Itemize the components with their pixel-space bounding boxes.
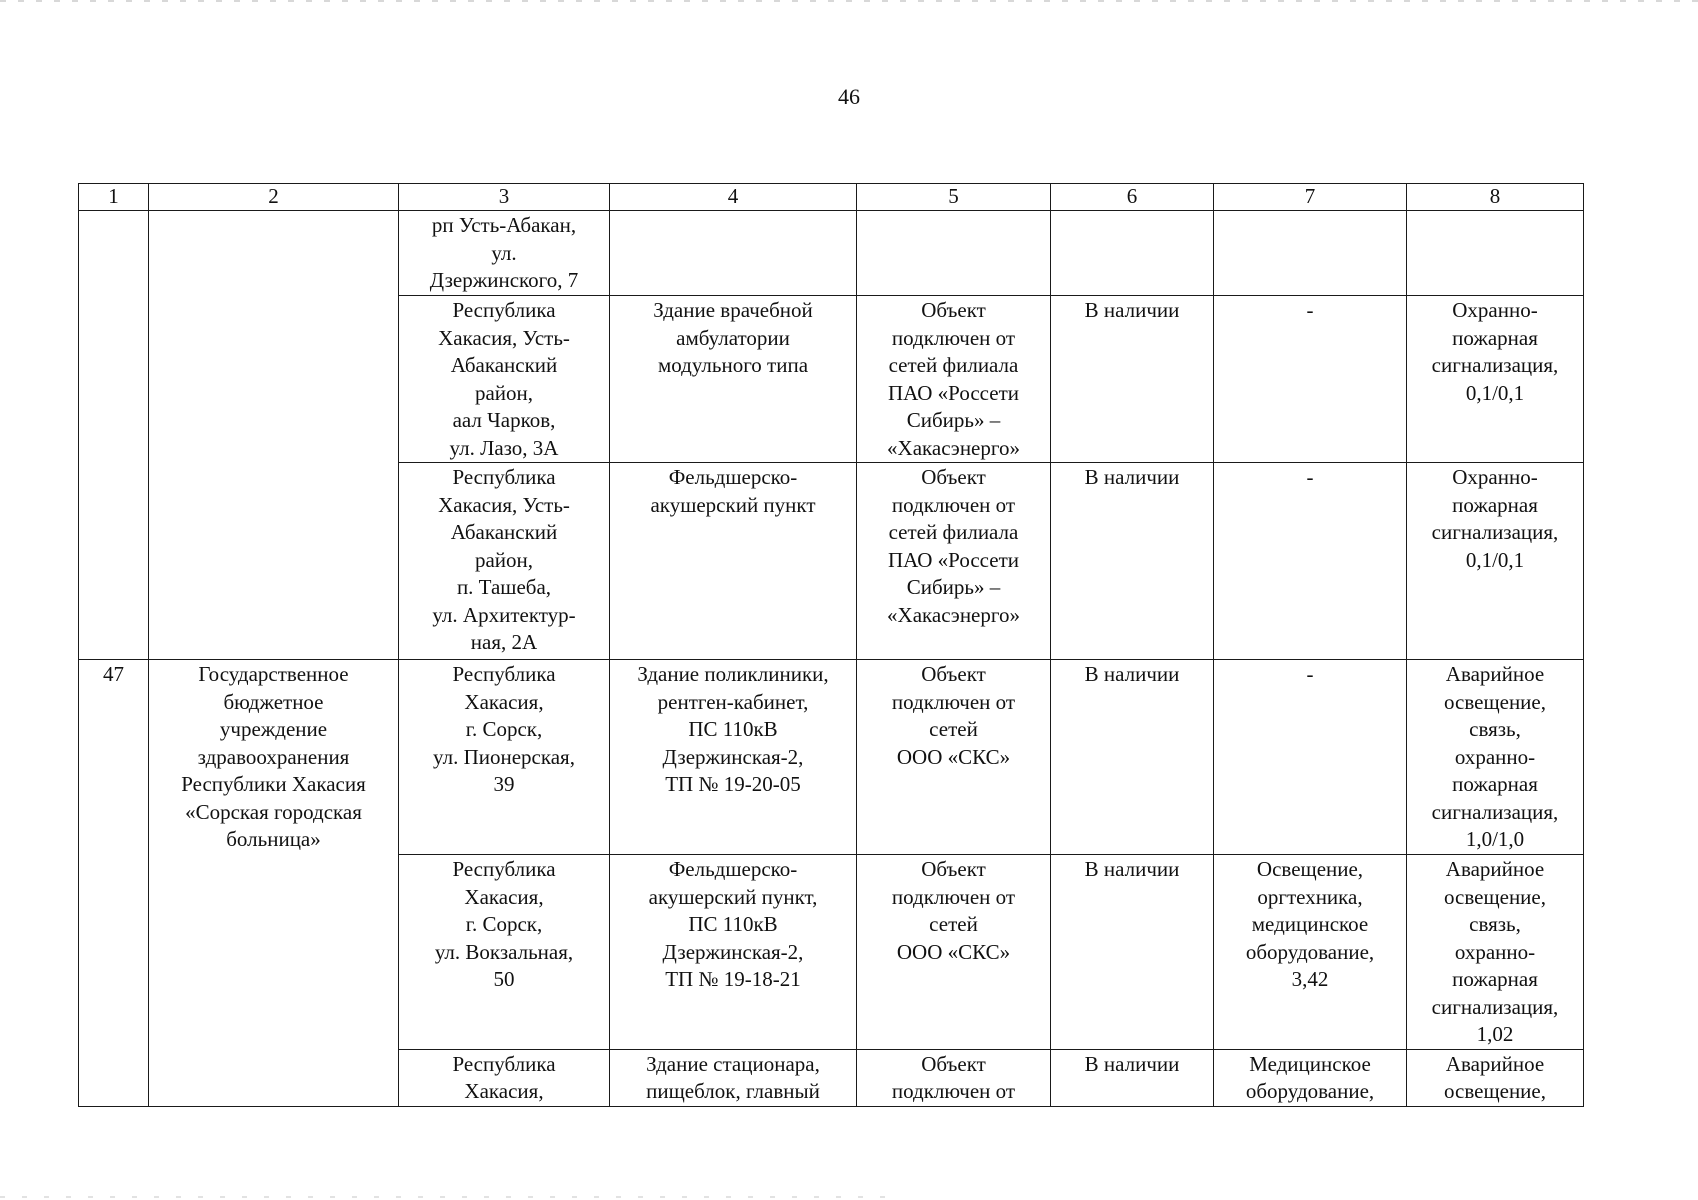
header-cell: 3: [399, 184, 610, 211]
page-number: 46: [838, 84, 860, 109]
object-cell: Здание врачебной амбулатории модульного типа: [610, 296, 857, 463]
header-cell: 8: [1407, 184, 1584, 211]
document-table: [78, 183, 1584, 1107]
protection-cell: Аварийное освещение, связь, охранно- пожарная сигнализация, 1,0/1,0: [1407, 660, 1584, 855]
protection-cell: Охранно- пожарная сигнализация, 0,1/0,1: [1407, 296, 1584, 463]
protection-cell: Аварийное освещение, связь, охранно- пожарная сигнализация, 1,02: [1407, 855, 1584, 1050]
protection-cell: Аварийное освещение,: [1407, 1049, 1584, 1106]
address-cell: Республика Хакасия, г. Сорск, ул. Пионерская, 39: [399, 660, 610, 855]
address-cell: Республика Хакасия, г. Сорск, ул. Вокзальная, 50: [399, 855, 610, 1050]
protection-cell: [1407, 211, 1584, 296]
equipment-cell: -: [1214, 463, 1407, 660]
equipment-cell: Освещение, оргтехника, медицинское оборудование, 3,42: [1214, 855, 1407, 1050]
connection-cell: Объект подключен от сетей филиала ПАО «Россети Сибирь» – «Хакасэнерго»: [857, 296, 1051, 463]
equipment-cell: Медицинское оборудование,: [1214, 1049, 1407, 1106]
header-cell: 5: [857, 184, 1051, 211]
object-cell: Фельдшерско- акушерский пункт: [610, 463, 857, 660]
connection-cell: [857, 211, 1051, 296]
availability-cell: В наличии: [1051, 855, 1214, 1050]
availability-cell: В наличии: [1051, 1049, 1214, 1106]
header-cell: 4: [610, 184, 857, 211]
connection-cell: Объект подключен от: [857, 1049, 1051, 1106]
institution-cell: [149, 211, 399, 660]
equipment-cell: -: [1214, 296, 1407, 463]
availability-cell: В наличии: [1051, 660, 1214, 855]
row-number-cell: 47: [79, 660, 149, 1107]
object-cell: Здание стационара, пищеблок, главный: [610, 1049, 857, 1106]
address-cell: Республика Хакасия, Усть- Абаканский район, аал Чарков, ул. Лазо, 3А: [399, 296, 610, 463]
address-cell: рп Усть-Абакан, ул. Дзержинского, 7: [399, 211, 610, 296]
row-number-cell: [79, 211, 149, 660]
table-row: [79, 660, 1584, 855]
equipment-cell: [1214, 211, 1407, 296]
header-cell: 1: [79, 184, 149, 211]
header-cell: 6: [1051, 184, 1214, 211]
address-cell: Республика Хакасия,: [399, 1049, 610, 1106]
equipment-cell: -: [1214, 660, 1407, 855]
scan-artifact-bottom: [0, 1196, 900, 1198]
availability-cell: В наличии: [1051, 296, 1214, 463]
availability-cell: [1051, 211, 1214, 296]
object-cell: Фельдшерско- акушерский пункт, ПС 110кВ Дзержинская-2, ТП № 19-18-21: [610, 855, 857, 1050]
table-header-row: [79, 184, 1584, 211]
object-cell: [610, 211, 857, 296]
availability-cell: В наличии: [1051, 463, 1214, 660]
connection-cell: Объект подключен от сетей ООО «СКС»: [857, 660, 1051, 855]
protection-cell: Охранно- пожарная сигнализация, 0,1/0,1: [1407, 463, 1584, 660]
connection-cell: Объект подключен от сетей ООО «СКС»: [857, 855, 1051, 1050]
connection-cell: Объект подключен от сетей филиала ПАО «Россети Сибирь» – «Хакасэнерго»: [857, 463, 1051, 660]
header-cell: 2: [149, 184, 399, 211]
object-cell: Здание поликлиники, рентген-кабинет, ПС 110кВ Дзержинская-2, ТП № 19-20-05: [610, 660, 857, 855]
scan-artifact-top: [0, 0, 1698, 2]
header-cell: 7: [1214, 184, 1407, 211]
institution-cell: Государственное бюджетное учреждение здравоохранения Республики Хакасия «Сорская городская больница»: [149, 660, 399, 1107]
address-cell: Республика Хакасия, Усть- Абаканский район, п. Ташеба, ул. Архитектур- ная, 2А: [399, 463, 610, 660]
table-row: [79, 211, 1584, 296]
